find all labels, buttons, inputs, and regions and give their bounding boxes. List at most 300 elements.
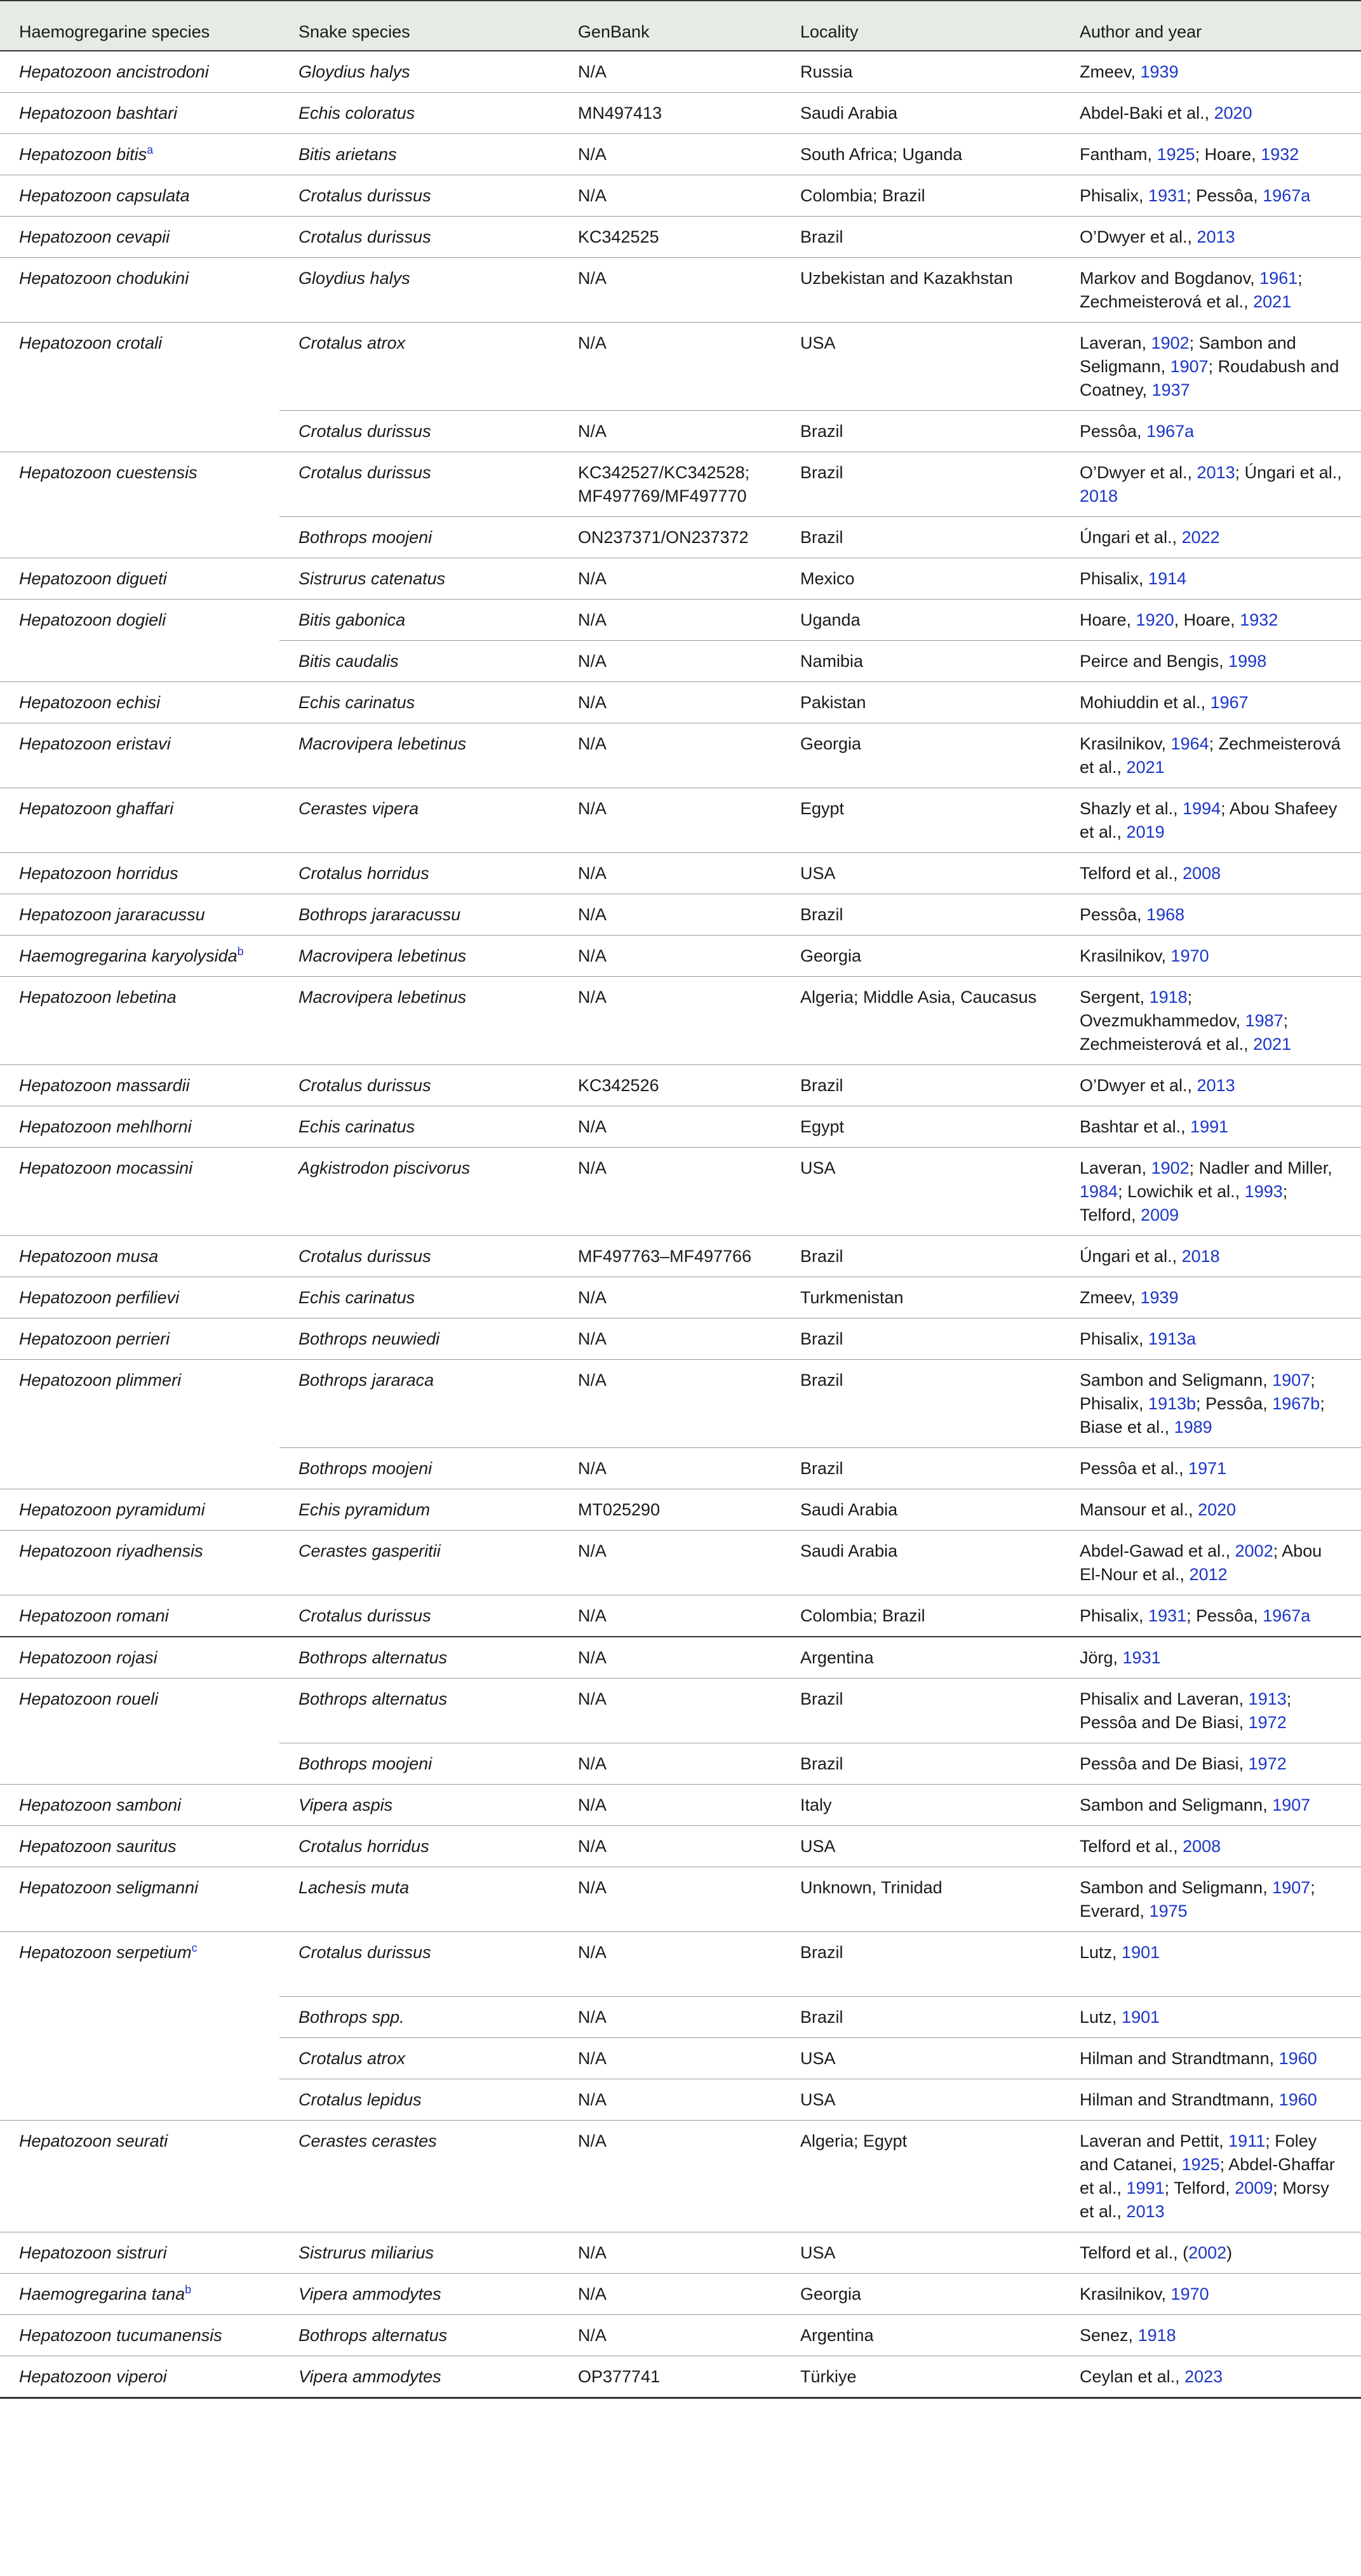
author-text: Krasilnikov, (1080, 946, 1171, 965)
year-link[interactable]: 2021 (1126, 758, 1165, 777)
snake-species-name: Vipera ammodytes (298, 2367, 441, 2386)
year-link[interactable]: 1913a (1148, 1329, 1197, 1348)
year-link[interactable]: 2009 (1235, 2178, 1273, 2197)
author-text: Biase et al., (1080, 1418, 1174, 1437)
year-link[interactable]: 1975 (1149, 1902, 1188, 1921)
genbank-cell: N/A (559, 1785, 781, 1826)
author-text: Sambon and Seligmann, (1080, 333, 1296, 376)
author-year-cell (1061, 977, 1361, 1065)
author-year-cell (1061, 1997, 1361, 2038)
locality-cell: Brazil (781, 452, 1061, 517)
snake-species-name: Bothrops jararacussu (298, 905, 461, 924)
locality-cell: USA (781, 1826, 1061, 1867)
snake-species-cell (279, 1065, 559, 1106)
year-link[interactable]: 1967b (1272, 1394, 1320, 1413)
parasite-species-cell (0, 2315, 279, 2356)
table-row (0, 1106, 1361, 1148)
parasite-species-name: Hepatozoon pyramidumi (19, 1500, 205, 1519)
year-link[interactable]: 1901 (1122, 1943, 1160, 1962)
parasite-species-name: Hepatozoon horridus (19, 864, 178, 883)
snake-species-cell (279, 788, 559, 853)
year-link[interactable]: 2020 (1198, 1500, 1237, 1519)
author-year-cell (1061, 1637, 1361, 1679)
footnote-marker[interactable]: b (185, 2283, 192, 2296)
snake-species-cell (279, 641, 559, 682)
author-year-cell (1061, 600, 1361, 641)
snake-species-cell (279, 1867, 559, 1932)
year-link[interactable]: 1967 (1210, 693, 1249, 712)
author-text: Hoare, (1080, 610, 1136, 629)
author-year-cell (1061, 2315, 1361, 2356)
locality-cell: Brazil (781, 1360, 1061, 1448)
genbank-cell: N/A (559, 2038, 781, 2079)
year-link[interactable]: 1961 (1259, 269, 1298, 288)
table-row (0, 1595, 1361, 1637)
separator-text: ; (1187, 988, 1193, 1007)
genbank-cell: OP377741 (559, 2356, 781, 2398)
locality-cell: Argentina (781, 2315, 1061, 2356)
separator-text: ; (1310, 1878, 1315, 1897)
parasite-species-name: Hepatozoon rojasi (19, 1648, 158, 1667)
year-link[interactable]: 1932 (1261, 145, 1299, 164)
year-link[interactable]: 1932 (1240, 610, 1278, 629)
genbank-cell: KC342526 (559, 1065, 781, 1106)
snake-species-cell (279, 558, 559, 600)
genbank-cell: N/A (559, 600, 781, 641)
author-text: Laveran, (1080, 1158, 1151, 1177)
year-link[interactable]: 1931 (1122, 1648, 1161, 1667)
year-link[interactable]: 1960 (1278, 2049, 1317, 2068)
author-text: Lutz, (1080, 1943, 1122, 1962)
parasite-species-cell (0, 323, 279, 452)
parasite-species-name: Hepatozoon samboni (19, 1795, 182, 1815)
locality-cell: Russia (781, 51, 1061, 93)
author-year-cell (1061, 641, 1361, 682)
year-link[interactable]: 1970 (1170, 946, 1209, 965)
snake-species-cell (279, 682, 559, 723)
year-link[interactable]: 1971 (1188, 1459, 1227, 1478)
year-link[interactable]: 1967a (1263, 1606, 1311, 1625)
snake-species-cell (279, 323, 559, 411)
header-author-and-year: Author and year (1061, 1, 1361, 51)
locality-cell: Mexico (781, 558, 1061, 600)
parasite-species-cell (0, 1826, 279, 1867)
author-text: Fantham, (1080, 145, 1157, 164)
year-link[interactable]: 2008 (1183, 864, 1221, 883)
snake-species-cell (279, 1318, 559, 1360)
genbank-cell: N/A (559, 788, 781, 853)
author-text: Foley and Catanei, (1080, 2131, 1317, 2174)
author-text: Zmeev, (1080, 1288, 1141, 1307)
author-text: Phisalix, (1080, 1394, 1149, 1413)
year-link[interactable]: 1968 (1146, 905, 1185, 924)
year-link[interactable]: 2023 (1184, 2367, 1223, 2386)
snake-species-cell (279, 1106, 559, 1148)
table-row (0, 1637, 1361, 1679)
author-text: Laveran and Pettit, (1080, 2131, 1229, 2150)
locality-cell: Brazil (781, 1236, 1061, 1277)
genbank-cell: N/A (559, 323, 781, 411)
author-text: Sambon and Seligmann, (1080, 1795, 1273, 1815)
snake-species-name: Sistrurus miliarius (298, 2243, 434, 2262)
year-link[interactable]: 1970 (1170, 2284, 1209, 2304)
genbank-cell: MN497413 (559, 93, 781, 134)
snake-species-cell (279, 134, 559, 175)
author-text: Telford et al., (1080, 1837, 1183, 1856)
year-link[interactable]: 2022 (1181, 528, 1220, 547)
parasite-species-cell (0, 1932, 279, 2121)
snake-species-name: Agkistrodon piscivorus (298, 1158, 471, 1177)
author-year-cell (1061, 558, 1361, 600)
locality-cell: Brazil (781, 1448, 1061, 1489)
parasite-species-cell (0, 1236, 279, 1277)
genbank-cell: ON237371/ON237372 (559, 517, 781, 558)
separator-text: ; (1219, 2155, 1229, 2174)
snake-species-name: Bothrops spp. (298, 2008, 405, 2027)
year-link[interactable]: 2002 (1188, 2243, 1227, 2262)
separator-text: ; (1320, 1394, 1325, 1413)
parasite-species-cell (0, 1277, 279, 1318)
author-text: Telford, (1174, 2178, 1235, 2197)
year-link[interactable]: 1901 (1122, 2008, 1160, 2027)
parasite-species-name: Hepatozoon capsulata (19, 186, 190, 205)
author-text: Pessôa et al., (1080, 1459, 1189, 1478)
parasite-species-cell (0, 1595, 279, 1637)
author-text: Abou Shafeey et al., (1080, 799, 1338, 842)
snake-species-name: Crotalus durissus (298, 1076, 431, 1095)
parasite-species-cell (0, 51, 279, 93)
year-link[interactable]: 1998 (1228, 652, 1267, 671)
year-link[interactable]: 2012 (1189, 1565, 1228, 1584)
genbank-cell: N/A (559, 1679, 781, 1743)
year-link[interactable]: 2020 (1214, 104, 1252, 123)
year-link[interactable]: 1989 (1174, 1418, 1212, 1437)
year-link[interactable]: 1907 (1170, 357, 1209, 376)
genbank-cell: N/A (559, 977, 781, 1065)
snake-species-cell (279, 258, 559, 323)
year-link[interactable]: 1991 (1190, 1117, 1229, 1136)
genbank-cell: N/A (559, 558, 781, 600)
year-link[interactable]: 1960 (1278, 2090, 1317, 2109)
parasite-species-cell (0, 134, 279, 175)
parasite-species-cell (0, 788, 279, 853)
year-link[interactable]: 2013 (1126, 2202, 1165, 2221)
locality-cell: Georgia (781, 936, 1061, 977)
snake-species-name: Crotalus durissus (298, 186, 431, 205)
year-link[interactable]: 1967a (1263, 186, 1311, 205)
year-link[interactable]: 1939 (1140, 62, 1179, 81)
author-year-cell (1061, 134, 1361, 175)
locality-cell: Brazil (781, 411, 1061, 452)
year-link[interactable]: 1991 (1126, 2178, 1165, 2197)
author-text: Telford et al., (1080, 864, 1183, 883)
author-text: Abdel-Gawad et al., (1080, 1541, 1235, 1560)
author-text: Hoare, (1183, 610, 1240, 629)
year-link[interactable]: 1907 (1272, 1878, 1311, 1897)
year-link[interactable]: 1902 (1151, 1158, 1190, 1177)
year-link[interactable]: 2013 (1197, 1076, 1235, 1095)
year-link[interactable]: 2013 (1197, 227, 1235, 246)
author-text: Everard, (1080, 1902, 1150, 1921)
author-text: Jörg, (1080, 1648, 1123, 1667)
header-snake-species: Snake species (279, 1, 559, 51)
separator-text: ; (1265, 2131, 1275, 2150)
parasite-species-cell (0, 258, 279, 323)
table-row (0, 1318, 1361, 1360)
author-text: Abdel-Ghaffar et al., (1080, 2155, 1335, 2197)
author-text: Abdel-Baki et al., (1080, 104, 1214, 123)
author-text: Lowichik et al., (1127, 1182, 1245, 1201)
year-link[interactable]: 1907 (1272, 1371, 1311, 1390)
year-link[interactable]: 1902 (1151, 333, 1190, 352)
locality-cell: Namibia (781, 641, 1061, 682)
parasite-species-cell (0, 1360, 279, 1489)
snake-species-cell (279, 2079, 559, 2121)
parasite-species-name: Hepatozoon mocassini (19, 1158, 193, 1177)
author-text: Lutz, (1080, 2008, 1122, 2027)
snake-species-name: Cerastes vipera (298, 799, 419, 818)
genbank-cell: N/A (559, 1826, 781, 1867)
locality-cell: Brazil (781, 517, 1061, 558)
year-link[interactable]: 2021 (1253, 292, 1292, 311)
author-text: O’Dwyer et al., (1080, 1076, 1197, 1095)
year-link[interactable]: 2018 (1181, 1247, 1220, 1266)
year-link[interactable]: 1964 (1170, 734, 1209, 753)
year-link[interactable]: 2013 (1197, 463, 1235, 482)
parasite-species-cell (0, 2232, 279, 2274)
year-link[interactable]: 1972 (1248, 1754, 1287, 1773)
year-link[interactable]: 2018 (1080, 486, 1118, 506)
author-year-cell (1061, 1360, 1361, 1448)
locality-cell: Egypt (781, 788, 1061, 853)
table-row (0, 1679, 1361, 1743)
footnote-marker[interactable]: a (147, 144, 154, 156)
author-year-cell (1061, 517, 1361, 558)
table-row (0, 1065, 1361, 1106)
snake-species-cell (279, 977, 559, 1065)
parasite-species-cell (0, 2356, 279, 2398)
locality-cell: Colombia; Brazil (781, 175, 1061, 217)
year-link[interactable]: 1987 (1245, 1011, 1284, 1030)
locality-cell: Brazil (781, 217, 1061, 258)
table-row (0, 723, 1361, 788)
locality-cell: Uzbekistan and Kazakhstan (781, 258, 1061, 323)
parasite-species-cell (0, 1679, 279, 1785)
year-link[interactable]: 2009 (1141, 1205, 1179, 1224)
year-link[interactable]: 1931 (1148, 1606, 1187, 1625)
snake-species-cell (279, 2274, 559, 2315)
locality-cell: Brazil (781, 1065, 1061, 1106)
snake-species-name: Echis pyramidum (298, 1500, 431, 1519)
author-text: Pessôa, (1080, 905, 1147, 924)
author-text: Úngari et al., (1244, 463, 1342, 482)
snake-species-name: Bitis gabonica (298, 610, 406, 629)
snake-species-name: Bothrops alternatus (298, 1648, 448, 1667)
parasite-species-name: Hepatozoon eristavi (19, 734, 171, 753)
year-link[interactable]: 1939 (1140, 1288, 1179, 1307)
parasite-species-name: Hepatozoon viperoi (19, 2367, 167, 2386)
separator-text: ; (1235, 463, 1245, 482)
parasite-species-name: Hepatozoon perfilievi (19, 1288, 180, 1307)
year-link[interactable]: 2002 (1235, 1541, 1273, 1560)
author-text: Ceylan et al., (1080, 2367, 1185, 2386)
author-text: Peirce and Bengis, (1080, 652, 1229, 671)
author-text: Hoare, (1204, 145, 1261, 164)
year-link[interactable]: 1914 (1148, 569, 1187, 588)
year-link[interactable]: 1920 (1136, 610, 1174, 629)
parasite-species-name: Hepatozoon serpetium (19, 1943, 192, 1962)
footnote-marker[interactable]: c (191, 1942, 198, 1954)
separator-text: ; (1189, 1158, 1199, 1177)
snake-species-cell (279, 1679, 559, 1743)
locality-cell: Unknown, Trinidad (781, 1867, 1061, 1932)
year-link[interactable]: 2008 (1183, 1837, 1221, 1856)
year-link[interactable]: 1967a (1146, 422, 1195, 441)
snake-species-name: Crotalus durissus (298, 227, 431, 246)
year-link[interactable]: 1913 (1248, 1689, 1287, 1708)
snake-species-cell (279, 2315, 559, 2356)
parasite-species-name: Hepatozoon crotali (19, 333, 163, 352)
author-year-cell (1061, 894, 1361, 936)
snake-species-cell (279, 723, 559, 788)
parasite-species-name: Hepatozoon riyadhensis (19, 1541, 203, 1560)
separator-text: ) (1226, 2243, 1233, 2262)
parasite-species-cell (0, 2121, 279, 2232)
locality-cell: Brazil (781, 1932, 1061, 1997)
separator-text: ; (1286, 1689, 1292, 1708)
parasite-species-name: Hepatozoon bashtari (19, 104, 178, 123)
author-year-cell (1061, 1277, 1361, 1318)
author-text: Zechmeisterová et al., (1080, 1035, 1254, 1054)
parasite-species-name: Hepatozoon chodukini (19, 269, 189, 288)
author-text: Pessôa, (1196, 1606, 1263, 1625)
table-row (0, 2356, 1361, 2398)
snake-species-name: Crotalus durissus (298, 463, 431, 482)
author-text: Hilman and Strandtmann, (1080, 2090, 1279, 2109)
author-text: Nadler and Miller, (1198, 1158, 1332, 1177)
genbank-cell: N/A (559, 936, 781, 977)
author-year-cell (1061, 2232, 1361, 2274)
footnote-marker[interactable]: b (237, 945, 244, 958)
author-year-cell (1061, 1318, 1361, 1360)
header-haemogregarine-species: Haemogregarine species (0, 1, 279, 51)
locality-cell: USA (781, 2038, 1061, 2079)
snake-species-cell (279, 1637, 559, 1679)
genbank-cell: MT025290 (559, 1489, 781, 1531)
parasite-species-cell (0, 1489, 279, 1531)
year-link[interactable]: 1925 (1157, 145, 1195, 164)
locality-cell: USA (781, 853, 1061, 894)
year-link[interactable]: 1913b (1148, 1394, 1197, 1413)
year-link[interactable]: 1937 (1151, 380, 1190, 399)
parasite-species-cell (0, 894, 279, 936)
year-link[interactable]: 2021 (1253, 1035, 1292, 1054)
separator-text: ; (1273, 2178, 1283, 2197)
genbank-cell: N/A (559, 1595, 781, 1637)
author-text: Markov and Bogdanov, (1080, 269, 1260, 288)
snake-species-cell (279, 1148, 559, 1236)
author-year-cell (1061, 1106, 1361, 1148)
author-text: Úngari et al., (1080, 1247, 1182, 1266)
parasite-species-name: Hepatozoon ancistrodoni (19, 62, 209, 81)
year-link[interactable]: 1918 (1149, 988, 1188, 1007)
snake-species-name: Crotalus atrox (298, 2049, 406, 2068)
genbank-cell: N/A (559, 1932, 781, 1997)
parasite-species-cell (0, 682, 279, 723)
year-link[interactable]: 1925 (1181, 2155, 1220, 2174)
table-row (0, 1932, 1361, 1997)
parasite-species-name: Hepatozoon echisi (19, 693, 161, 712)
author-text: Zechmeisterová et al., (1080, 734, 1341, 777)
table-row (0, 936, 1361, 977)
snake-species-name: Bothrops moojeni (298, 1459, 432, 1478)
year-link[interactable]: 1993 (1244, 1182, 1283, 1201)
parasite-species-cell (0, 1531, 279, 1595)
genbank-cell: KC342525 (559, 217, 781, 258)
author-text: Phisalix, (1080, 569, 1149, 588)
table-row (0, 258, 1361, 323)
parasite-species-cell (0, 1318, 279, 1360)
year-link[interactable]: 1972 (1248, 1713, 1287, 1732)
year-link[interactable]: 1911 (1228, 2131, 1266, 2150)
author-year-cell (1061, 1489, 1361, 1531)
author-text: Úngari et al., (1080, 528, 1182, 547)
snake-species-cell (279, 1743, 559, 1785)
year-link[interactable]: 2019 (1126, 822, 1165, 842)
parasite-species-cell (0, 600, 279, 682)
snake-species-cell (279, 1531, 559, 1595)
snake-species-name: Cerastes gasperitii (298, 1541, 441, 1560)
locality-cell: Brazil (781, 1679, 1061, 1743)
table-row (0, 217, 1361, 258)
genbank-cell: N/A (559, 2121, 781, 2232)
parasite-species-name: Hepatozoon lebetina (19, 988, 177, 1007)
snake-species-name: Crotalus horridus (298, 1837, 429, 1856)
author-year-cell (1061, 411, 1361, 452)
snake-species-name: Bothrops moojeni (298, 528, 432, 547)
snake-species-name: Crotalus durissus (298, 1247, 431, 1266)
snake-species-cell (279, 1360, 559, 1448)
table-row (0, 853, 1361, 894)
parasite-species-cell (0, 1065, 279, 1106)
parasite-species-name: Hepatozoon romani (19, 1606, 169, 1625)
parasite-species-cell (0, 1867, 279, 1932)
snake-species-name: Vipera aspis (298, 1795, 393, 1815)
snake-species-cell (279, 600, 559, 641)
parasite-species-name: Hepatozoon massardii (19, 1076, 190, 1095)
separator-text: ; (1189, 333, 1199, 352)
year-link[interactable]: 1994 (1183, 799, 1221, 818)
year-link[interactable]: 1918 (1137, 2326, 1176, 2345)
separator-text: ; (1221, 799, 1230, 818)
separator-text: ; (1118, 1182, 1128, 1201)
parasite-species-name: Haemogregarina tana (19, 2284, 185, 2304)
genbank-cell: N/A (559, 1743, 781, 1785)
parasite-species-cell (0, 853, 279, 894)
separator-text: ; (1196, 1394, 1206, 1413)
snake-species-name: Bothrops alternatus (298, 1689, 448, 1708)
author-year-cell (1061, 2274, 1361, 2315)
year-link[interactable]: 1931 (1148, 186, 1187, 205)
year-link[interactable]: 1907 (1272, 1795, 1311, 1815)
author-text: Zmeev, (1080, 62, 1141, 81)
author-year-cell (1061, 1148, 1361, 1236)
year-link[interactable]: 1984 (1080, 1182, 1118, 1201)
author-year-cell (1061, 1785, 1361, 1826)
parasite-species-cell (0, 2274, 279, 2315)
author-text: Phisalix, (1080, 186, 1149, 205)
separator-text: ; (1195, 145, 1205, 164)
